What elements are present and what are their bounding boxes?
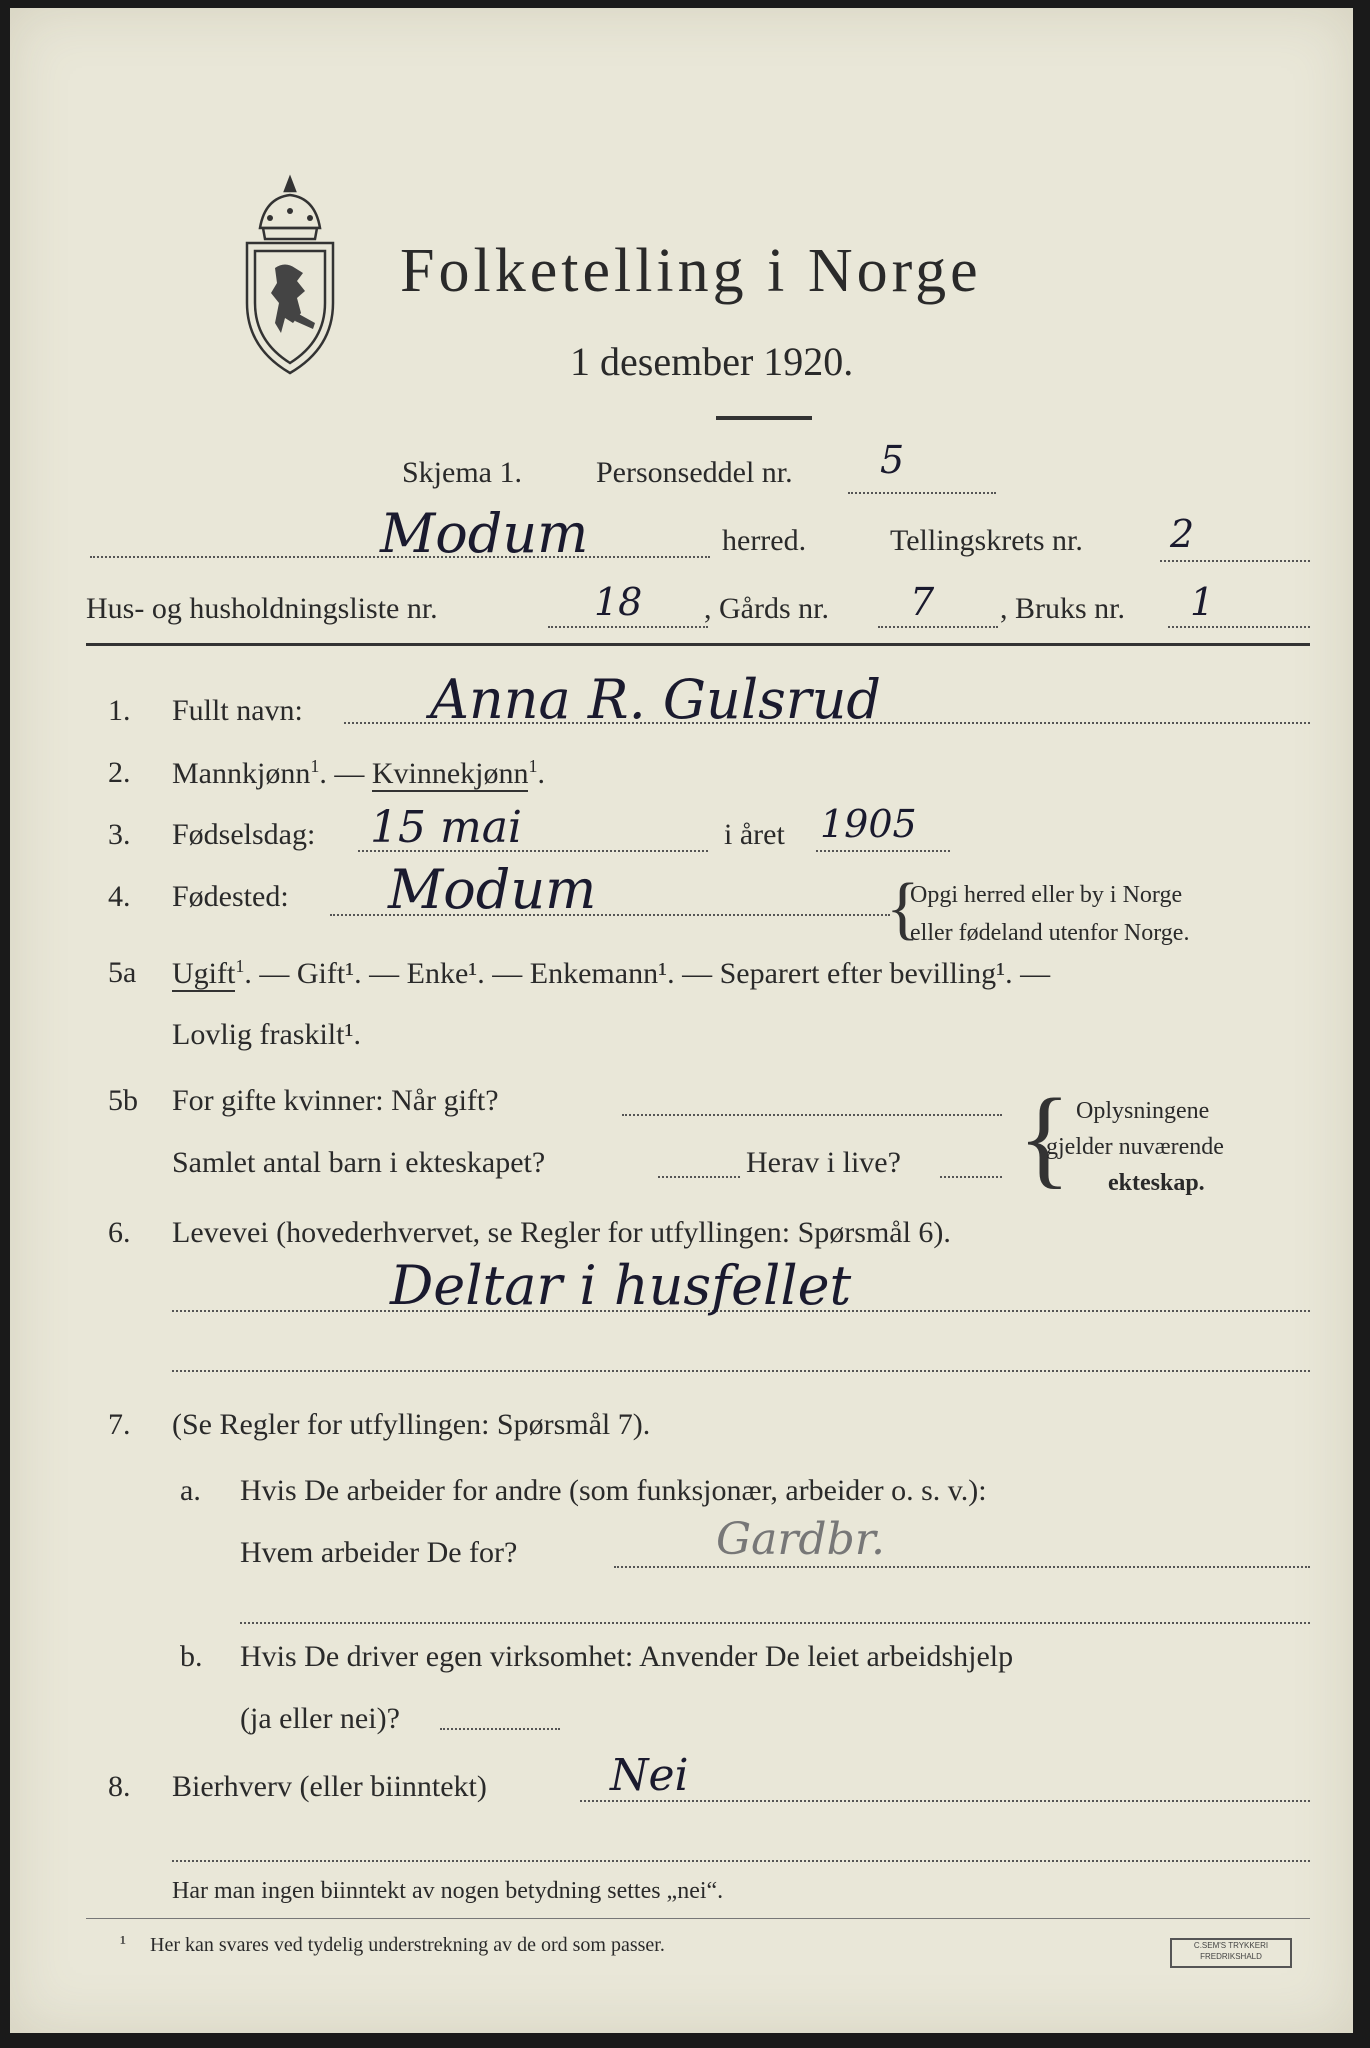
bruks-line — [1168, 626, 1310, 628]
occupation-value[interactable]: Deltar i husfellet — [390, 1254, 852, 1317]
census-form — [10, 8, 1353, 2033]
coat-of-arms-icon — [235, 173, 345, 382]
q5b-number: 5b — [108, 1084, 138, 1117]
q5b-note-line2: gjelder nuværende — [1046, 1134, 1224, 1160]
q7a-hvem-label: Hvem arbeider De for? — [240, 1536, 518, 1569]
q3-year-label: i året — [724, 818, 785, 851]
form-title: Folketelling i Norge — [400, 237, 982, 305]
printer-stamp: C.SEM'S TRYKKERI FREDRIKSHALD — [1170, 1938, 1292, 1968]
q3-number: 3. — [108, 818, 131, 851]
q5b-label: For gifte kvinner: Når gift? — [172, 1084, 499, 1117]
side-income-value[interactable]: Nei — [610, 1750, 689, 1801]
gender-kvinne-underlined[interactable]: Kvinnekjønn — [371, 757, 529, 790]
q8-line — [580, 1800, 1310, 1802]
q7-label: (Se Regler for utfyllingen: Spørsmål 7). — [172, 1408, 651, 1441]
gender-options: Mannkjønn$^1$. — Kvinnekjønn$^1$. — [172, 756, 545, 790]
q5b-note-line1: Oplysningene — [1076, 1098, 1210, 1124]
herred-value[interactable]: Modum — [380, 502, 589, 565]
q5b-live-label: Herav i live? — [746, 1146, 901, 1179]
marital-options-line2: Lovlig fraskilt¹. — [172, 1018, 361, 1051]
gards-line — [878, 626, 998, 628]
q7a-line — [614, 1566, 1310, 1568]
q1-label: Fullt navn: — [172, 694, 303, 727]
q4-note-line1: Opgi herred eller by i Norge — [910, 882, 1183, 908]
personseddel-line — [848, 492, 996, 494]
q7-number: 7. — [108, 1408, 131, 1441]
bruks-label: , Bruks nr. — [1000, 592, 1126, 625]
q7b-line2: (ja eller nei)? — [240, 1702, 400, 1735]
note-line: Har man ingen biinntekt av nogen betydning settes „nei“. — [172, 1878, 724, 1904]
birthday-value[interactable]: 15 mai — [370, 802, 523, 853]
footnote-mark: ¹ — [120, 1932, 126, 1954]
q8-number: 8. — [108, 1770, 131, 1803]
marital-ugift-underlined[interactable]: Ugift — [172, 957, 236, 990]
husliste-label: Hus- og husholdningsliste nr. — [86, 592, 438, 625]
q8-label: Bierhverv (eller biinntekt) — [172, 1770, 487, 1803]
header-divider — [86, 643, 1310, 646]
husliste-value[interactable]: 18 — [594, 580, 643, 624]
q4-brace: { — [886, 870, 920, 947]
q6-number: 6. — [108, 1216, 131, 1249]
title-divider — [716, 416, 812, 420]
employer-value[interactable]: Gardbr. — [716, 1514, 885, 1565]
q5b-line — [622, 1114, 1002, 1116]
personseddel-label: Personseddel nr. — [596, 456, 793, 489]
q5a-number: 5a — [108, 956, 137, 989]
tellingskrets-value[interactable]: 2 — [1170, 512, 1195, 556]
gards-value[interactable]: 7 — [910, 580, 935, 624]
marital-options: Ugift$^1$. — Gift¹. — Enke¹. — Enkemann¹. — Separert efter bevilling¹. — — [172, 956, 1051, 990]
birth-year-value[interactable]: 1905 — [820, 802, 917, 846]
q6-line2 — [172, 1370, 1310, 1372]
q5b-note-line3: ekteskap. — [1108, 1170, 1205, 1196]
husliste-line — [548, 626, 708, 628]
q1-number: 1. — [108, 694, 131, 727]
footnote-divider — [86, 1918, 1310, 1919]
full-name-value[interactable]: Anna R. Gulsrud — [430, 668, 881, 731]
q7a-label: Hvis De arbeider for andre (som funksjonær, arbeider o. s. v.): — [240, 1474, 987, 1507]
q7b-letter: b. — [180, 1640, 203, 1673]
gender-mann[interactable]: Mannkjønn — [172, 757, 311, 790]
q4-note-line2: eller fødeland utenfor Norge. — [910, 920, 1190, 946]
bruks-value[interactable]: 1 — [1190, 580, 1215, 624]
birthplace-value[interactable]: Modum — [388, 858, 597, 921]
form-subtitle: 1 desember 1920. — [570, 339, 854, 384]
footnote: Her kan svares ved tydelig understrekning av de ord som passer. — [150, 1934, 665, 1956]
gards-label: , Gårds nr. — [704, 592, 829, 625]
q7b-label: Hvis De driver egen virksomhet: Anvender De leiet arbeidshjelp — [240, 1640, 1014, 1673]
herred-label: herred. — [722, 524, 807, 557]
tellingskrets-line — [1160, 560, 1310, 562]
q8-line2 — [172, 1860, 1310, 1862]
q2-number: 2. — [108, 756, 131, 789]
q4-label: Fødested: — [172, 880, 289, 913]
q5b-brace: { — [1018, 1076, 1071, 1198]
skjema-label: Skjema 1. — [402, 456, 522, 489]
q7a-line2 — [240, 1622, 1310, 1624]
q6-label: Levevei (hovederhvervet, se Regler for utfyllingen: Spørsmål 6). — [172, 1216, 951, 1249]
q4-number: 4. — [108, 880, 131, 913]
q7b-answer-line — [440, 1728, 560, 1730]
q3-year-line — [816, 850, 950, 852]
q5b-barn-line — [658, 1176, 740, 1178]
q5b-barn-label: Samlet antal barn i ekteskapet? — [172, 1146, 546, 1179]
q5b-live-line — [940, 1176, 1002, 1178]
q7a-letter: a. — [180, 1474, 201, 1507]
tellingskrets-label: Tellingskrets nr. — [890, 524, 1083, 557]
q3-label: Fødselsdag: — [172, 818, 316, 851]
bleed-through-text — [530, 128, 537, 158]
personseddel-value[interactable]: 5 — [880, 438, 905, 482]
